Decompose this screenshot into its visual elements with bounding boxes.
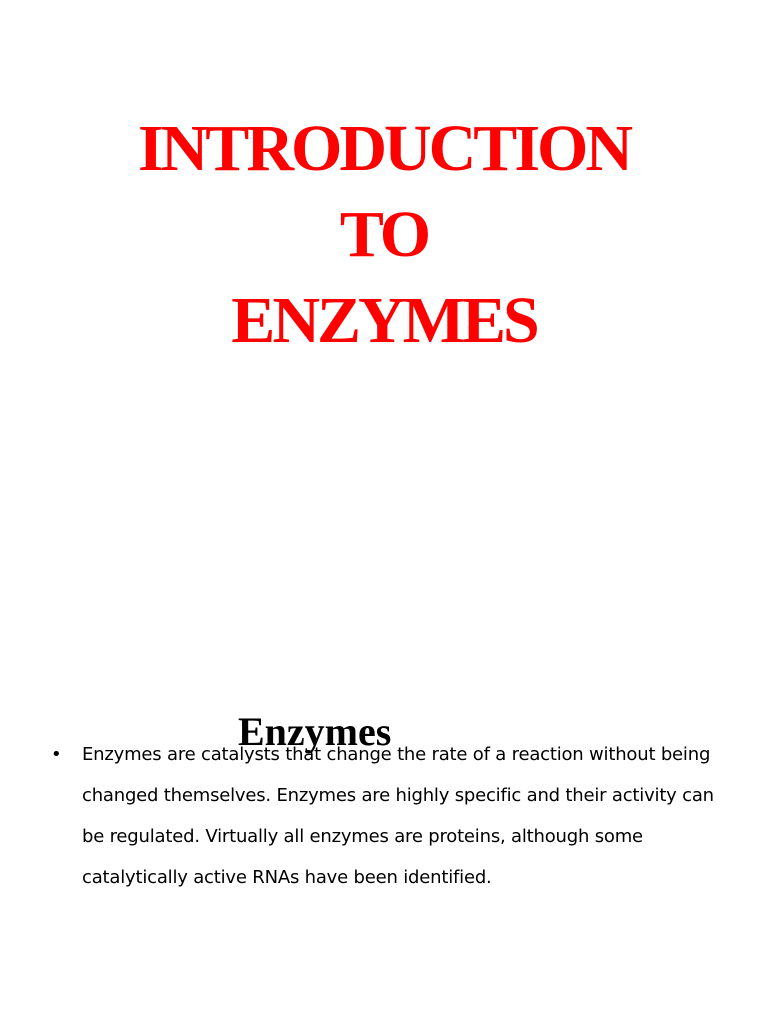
title-line-3: ENZYMES bbox=[231, 284, 537, 358]
title-line-2: TO bbox=[339, 198, 429, 272]
bullet-icon: • bbox=[51, 744, 62, 765]
section-heading: Enzymes bbox=[238, 709, 392, 755]
page-title bbox=[0, 106, 768, 364]
bullet-text: Enzymes are catalysts that change the rate of a reaction without being changed themselves. Enzymes are highly specific and their activity can be regulated. Virtually all enzymes are proteins, although some catalytically active RNAs have been identified. bbox=[82, 744, 714, 888]
title-line-1: INTRODUCTION bbox=[137, 112, 631, 186]
bullet-list bbox=[0, 734, 768, 898]
list-item bbox=[0, 734, 768, 898]
